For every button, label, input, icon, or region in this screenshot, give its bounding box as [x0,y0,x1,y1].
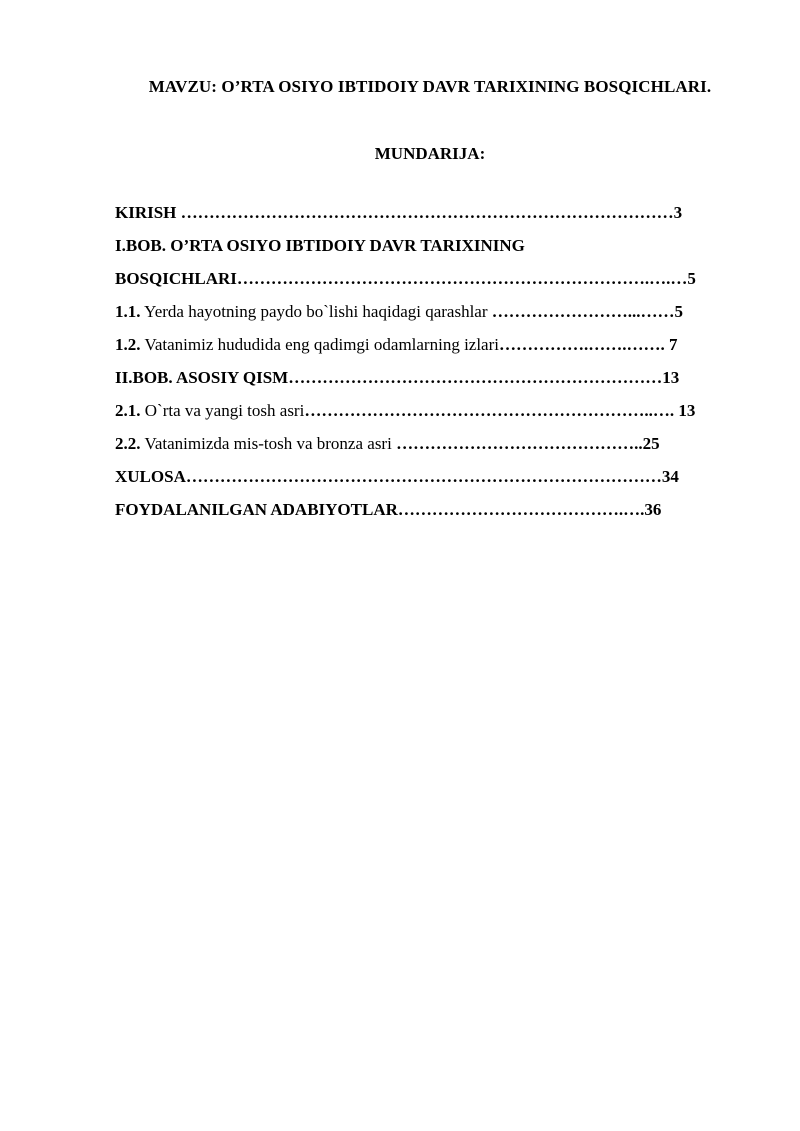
toc-entry-page: ……………………………………..25 [396,434,660,453]
toc-entry-lead: 2.1. [115,401,141,420]
toc-entry-page: ………………………………….….36 [397,500,662,519]
toc-entry-lead: 2.2. [115,434,141,453]
document-title-text: MAVZU: O’RTA OSIYO IBTIDOIY DAVR TARIXINING BOSQICHLARI. [148,77,712,96]
document-title [0,77,800,97]
toc-entry-page: ……………………………………………………………….….…5 [236,269,696,288]
toc-entry-page: …………………………………………………………13 [288,368,680,387]
toc-entry-xulosa [115,466,755,499]
toc-entry-page: ……………………...……5 [491,302,684,321]
table-of-contents [115,202,755,532]
toc-entry-text: Vatanimizda mis-tosh va bronza asri [140,434,397,453]
toc-entry-page: ……………………………………………………………………………3 [180,203,683,222]
toc-entry-kirish [115,202,755,235]
toc-entry-page: …………….…….……. 7 [499,335,678,354]
toc-entry-lead: KIRISH [115,203,181,222]
toc-entry-1-2 [115,334,755,367]
toc-entry-text: O`rta va yangi tosh asri [140,401,305,420]
toc-entry-text: Vatanimiz hududida eng qadimgi odamlarning izlari [140,335,499,354]
toc-entry-2-2 [115,433,755,466]
toc-entry-lead: 1.1. [115,302,141,321]
toc-entry-bob1-line2 [115,268,755,301]
toc-entry-bob2 [115,367,755,400]
toc-entry-lead: BOSQICHLARI [115,269,237,288]
toc-entry-1-1 [115,301,755,334]
toc-entry-lead: FOYDALANILGAN ADABIYOTLAR [115,500,398,519]
toc-entry-bob1-line1 [115,235,755,268]
contents-heading [0,144,800,164]
toc-entry-page: …………………………………………………………………………34 [185,467,679,486]
toc-entry-lead: I.BOB. O’RTA OSIYO IBTIDOIY DAVR TARIXINING [115,236,525,255]
toc-entry-page: ……………………………………………………..…. 13 [304,401,696,420]
contents-heading-text: MUNDARIJA: [374,144,486,163]
toc-entry-lead: XULOSA [115,467,186,486]
toc-entry-2-1 [115,400,755,433]
toc-entry-adabiyotlar [115,499,755,532]
toc-entry-lead: II.BOB. ASOSIY QISM [115,368,289,387]
toc-entry-lead: 1.2. [115,335,141,354]
toc-entry-text: Yerda hayotning paydo bo`lishi haqidagi qarashlar [140,302,492,321]
